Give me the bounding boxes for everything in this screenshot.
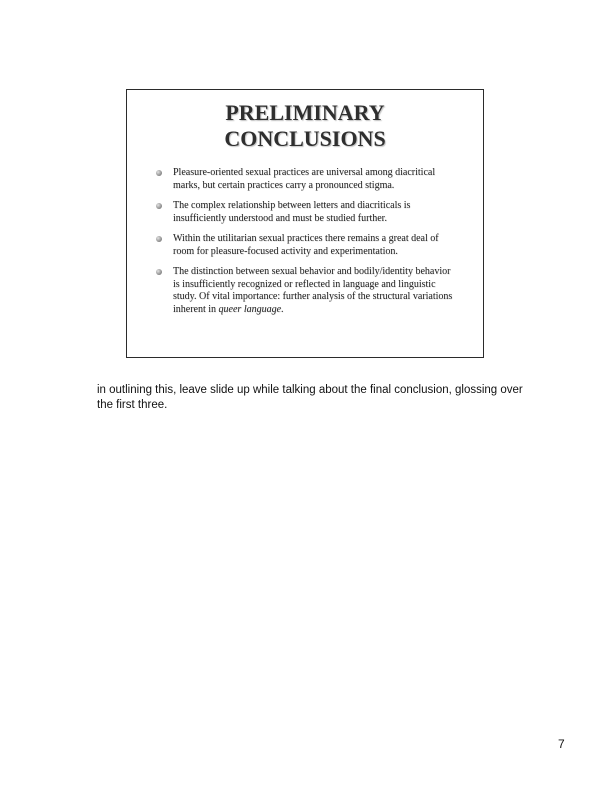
slide-thumbnail: [126, 89, 484, 358]
bullet-text: Within the utilitarian sexual practices there remains a great deal of room for pleasure-focused activity and experimentation.: [173, 233, 439, 257]
page-number: 7: [558, 737, 565, 751]
bullet-text: Pleasure-oriented sexual practices are universal among diacritical marks, but certain practices carry a pronounced stigma.: [173, 167, 436, 191]
bullet-text: The complex relationship between letters and diacriticals is insufficiently understood and must be studied further.: [173, 200, 411, 224]
bullet-dot-icon: [156, 269, 162, 275]
slide-title-line-1: PRELIMINARY: [225, 100, 385, 125]
bullet-dot-icon: [156, 170, 162, 176]
bullet-dot-icon: [156, 236, 162, 242]
bullet-list: [155, 167, 455, 324]
slide-title-line-2: CONCLUSIONS: [224, 126, 386, 151]
slide-title: [127, 100, 483, 152]
bullet-text-start: The distinction between sexual behavior and bodily/identity behavior is insufficiently recognized or reflected in language and linguistic study. Of vital importance: further analysis of the structural variations inherent in: [173, 266, 453, 315]
bullet-dot-icon: [156, 203, 162, 209]
bullet-item: [155, 167, 455, 192]
bullet-item: [155, 233, 455, 258]
bullet-text-end: .: [281, 303, 284, 315]
bullet-text-emphasis: queer language: [218, 303, 282, 315]
bullet-item: [155, 200, 455, 225]
bullet-item: [155, 266, 455, 316]
speaker-notes: in outlining this, leave slide up while talking about the final conclusion, glossing over the first three.: [97, 384, 523, 411]
